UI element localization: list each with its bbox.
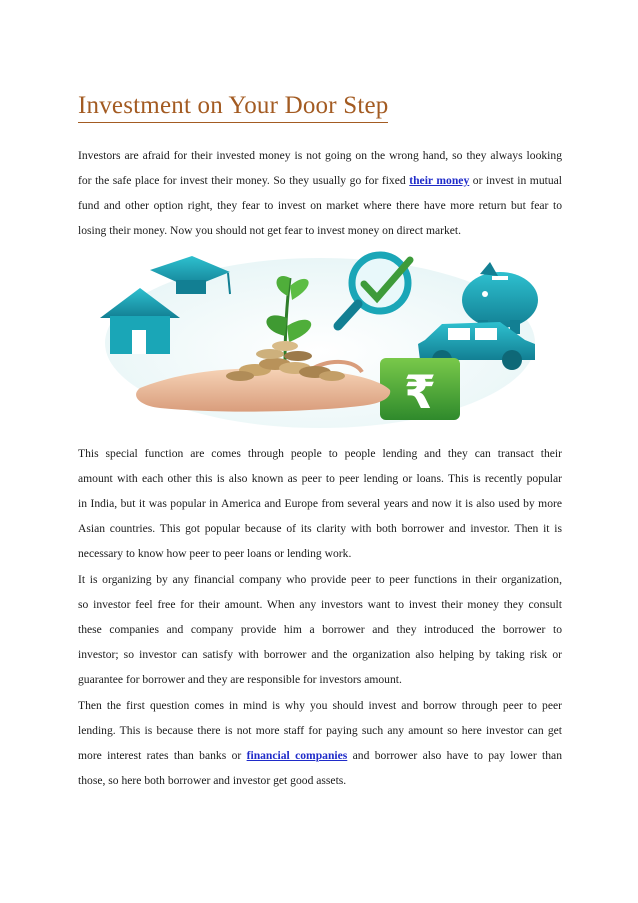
text-line: It is organizing by any financial company who provide peer to peer functions in their organization, xyxy=(78,573,562,586)
rupee-icon xyxy=(380,358,460,420)
paragraph-organization xyxy=(78,567,562,692)
text-line: fund and other option right, they fear to invest on market where there have more return but fear to xyxy=(78,199,562,212)
text-line: so investor feel free for their amount. When any investors want to invest their money they consult xyxy=(78,598,562,611)
text-line: amount with each other this is also known as peer to peer lending or loans. This is recently popular xyxy=(78,472,562,485)
text-fragment: and borrower also have to pay lower than xyxy=(352,749,562,762)
text-line xyxy=(78,168,562,193)
investment-illustration xyxy=(80,248,560,428)
their-money-link[interactable]: their money xyxy=(409,174,470,187)
text-line xyxy=(78,743,562,768)
text-line: these companies and company provide him a borrower and they introduced the borrower to xyxy=(78,623,562,636)
text-fragment: more interest rates than banks or xyxy=(78,749,242,762)
svg-text:₹: ₹ xyxy=(403,365,437,419)
text-line: losing their money. Now you should not get fear to invest money on direct market. xyxy=(78,224,462,237)
text-line: This special function are comes through people to people lending and they can transact their xyxy=(78,447,562,460)
text-line: those, so here both borrower and investor get good assets. xyxy=(78,774,347,787)
text-line: investor; so investor can satisfy with borrower and the organization also helping by taking risk or xyxy=(78,648,562,661)
text-line: necessary to know how peer to peer loans or lending work. xyxy=(78,547,352,560)
page-title: Investment on Your Door Step xyxy=(78,92,388,123)
text-line: Investors are afraid for their invested money is not going on the wrong hand, so they always looking xyxy=(78,149,562,162)
financial-companies-link[interactable]: financial companies xyxy=(246,749,348,762)
text-line: Asian countries. This got popular because of its clarity with both borrower and investor. Then it is xyxy=(78,522,562,535)
paragraph-intro xyxy=(78,143,562,243)
text-line: lending. This is because there is not more staff for paying such any amount so here investor can get xyxy=(78,724,562,737)
text-line: in India, but it was popular in America and Europe from several years and now it is also used by more xyxy=(78,497,562,510)
paragraph-peer-lending xyxy=(78,441,562,566)
text-line: guarantee for borrower and they are responsible for investors amount. xyxy=(78,673,402,686)
text-fragment: for the safe place for invest their money. So they usually go for fixed xyxy=(78,174,406,187)
text-fragment: or invest in mutual xyxy=(472,174,562,187)
text-line: Then the first question comes in mind is why you should invest and borrow through peer to peer xyxy=(78,699,562,712)
paragraph-why-invest xyxy=(78,693,562,793)
